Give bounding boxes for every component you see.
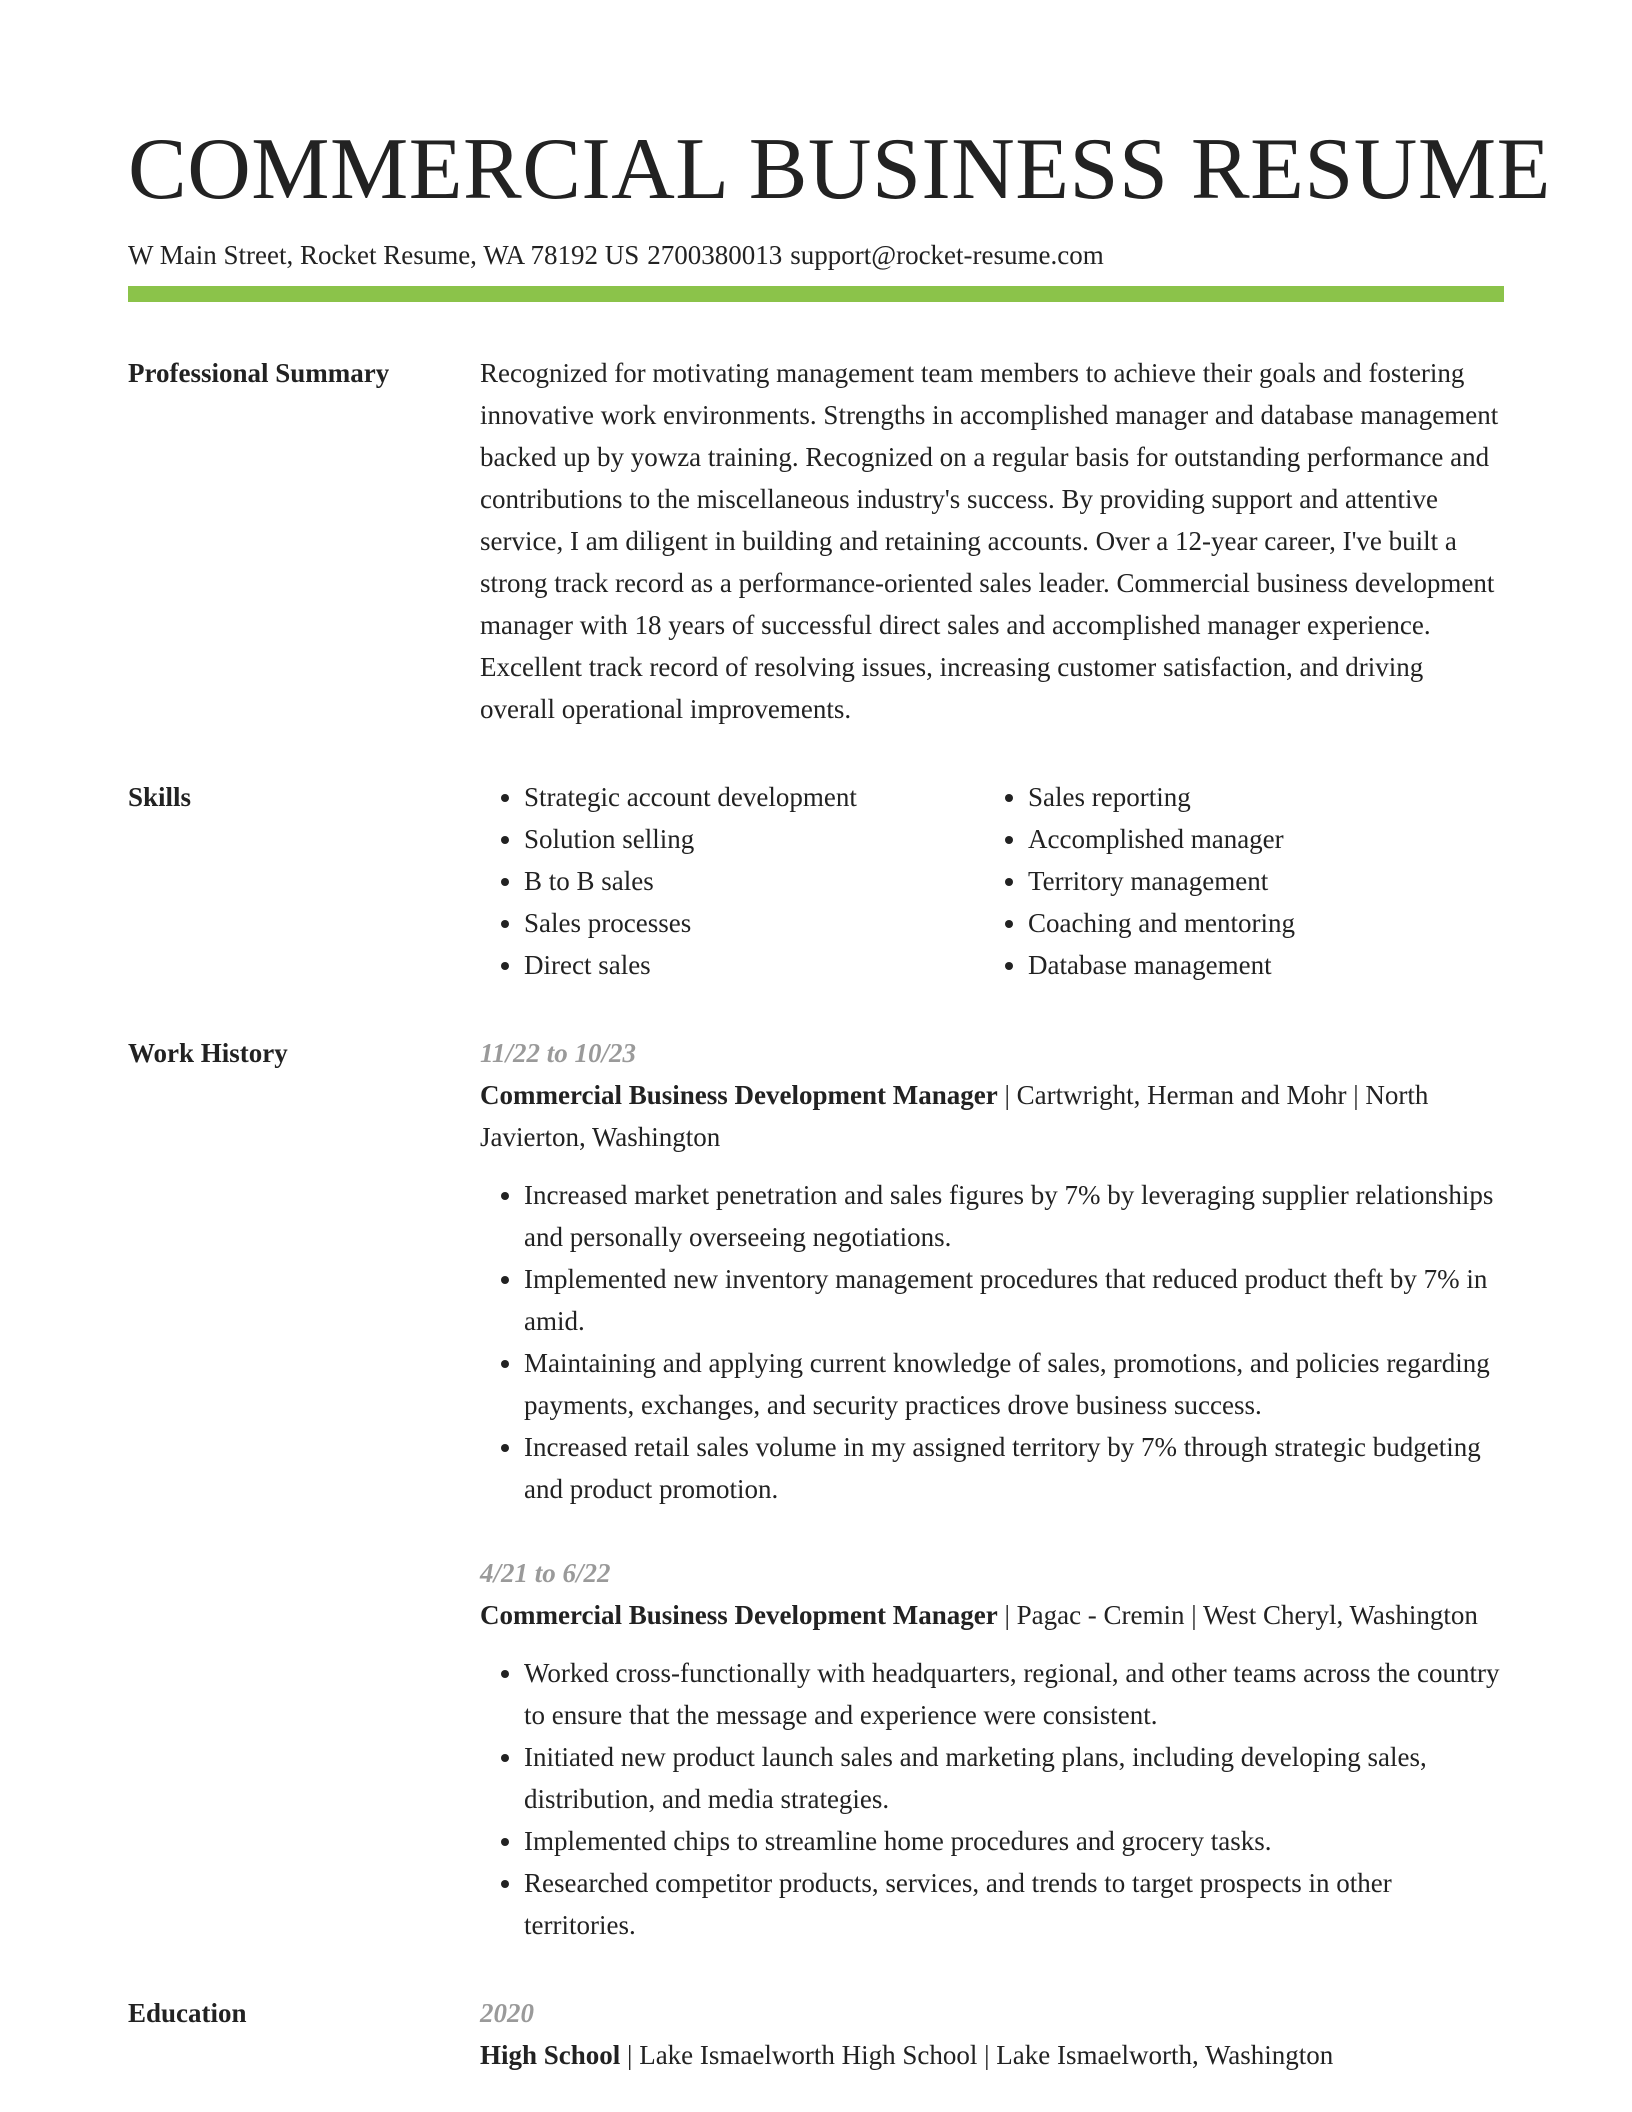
skill-item: • Database management	[1028, 944, 1488, 986]
resume-title: COMMERCIAL BUSINESS RESUME	[128, 121, 1551, 218]
job-bullet: • Researched competitor products, services, and trends to target prospects in other territories.	[524, 1862, 1504, 1946]
contact-email: support@rocket-resume.com	[790, 240, 1104, 270]
job-bullet: • Increased retail sales volume in my assigned territory by 7% through strategic budgeting and product promotion.	[524, 1426, 1504, 1510]
education-year: 2020	[480, 1998, 534, 2028]
job-entry	[480, 1552, 1504, 1946]
skill-item: • Solution selling	[524, 818, 984, 860]
skill-item: • Sales reporting	[1028, 776, 1488, 818]
contact-address: W Main Street, Rocket Resume, WA 78192 US	[128, 240, 640, 270]
section-title-summary: Professional Summary	[128, 358, 390, 388]
section-skills	[128, 776, 1504, 986]
accent-divider	[128, 286, 1504, 302]
summary-body	[480, 352, 1504, 730]
job-bullet: • Maintaining and applying current knowledge of sales, promotions, and policies regarding payments, exchanges, and security practices drove business success.	[524, 1342, 1504, 1426]
skill-item: • Direct sales	[524, 944, 984, 986]
job-dates: 4/21 to 6/22	[480, 1558, 611, 1588]
job-bullet: • Initiated new product launch sales and marketing plans, including developing sales, distribution, and media strategies.	[524, 1736, 1504, 1820]
job-bullet: • Increased market penetration and sales figures by 7% by leveraging supplier relationships and personally overseeing negotiations.	[524, 1174, 1504, 1258]
skill-item: • Sales processes	[524, 902, 984, 944]
job-heading	[480, 1074, 1504, 1158]
skills-list-left	[480, 776, 984, 986]
skills-columns	[480, 776, 1504, 986]
skill-item: • B to B sales	[524, 860, 984, 902]
job-heading	[480, 1594, 1504, 1636]
job-company-location: | Pagac - Cremin | West Cheryl, Washington	[997, 1600, 1478, 1630]
job-role: Commercial Business Development Manager	[480, 1600, 998, 1630]
skill-item: • Accomplished manager	[1028, 818, 1488, 860]
contact-phone: 2700380013	[647, 240, 783, 270]
work-history-body	[480, 1032, 1504, 1946]
section-education	[128, 1992, 1504, 2076]
education-degree: High School	[480, 2040, 621, 2070]
job-bullet: • Implemented new inventory management procedures that reduced product theft by 7% in amid.	[524, 1258, 1504, 1342]
section-title-work-history: Work History	[128, 1038, 288, 1068]
job-bullet: • Implemented chips to streamline home procedures and grocery tasks.	[524, 1820, 1504, 1862]
job-bullets	[480, 1174, 1504, 1510]
education-heading	[480, 2034, 1504, 2076]
skill-item: • Territory management	[1028, 860, 1488, 902]
section-title-skills: Skills	[128, 782, 192, 812]
skills-list-right	[984, 776, 1488, 986]
section-professional-summary	[128, 352, 1504, 730]
education-school-location: | Lake Ismaelworth High School | Lake Ismaelworth, Washington	[620, 2040, 1334, 2070]
job-entry	[480, 1032, 1504, 1510]
skill-item: • Strategic account development	[524, 776, 984, 818]
job-bullets	[480, 1652, 1504, 1946]
job-role: Commercial Business Development Manager	[480, 1080, 998, 1110]
section-title-education: Education	[128, 1998, 247, 2028]
summary-text: Recognized for motivating management team members to achieve their goals and fostering innovative work environments. Strengths in accomplished manager and database management backed up by yowza training. Recognized on a regular basis for outstanding performance and contributions to the miscellaneous industry's success. By providing support and attentive service, I am diligent in building and retaining accounts. Over a 12-year career, I've built a strong track record as a performance-oriented sales leader. Commercial business development manager with 18 years of successful direct sales and accomplished manager experience. Excellent track record of resolving issues, increasing customer satisfaction, and driving overall operational improvements.	[480, 358, 1499, 724]
education-body	[480, 1992, 1504, 2076]
skill-item: • Coaching and mentoring	[1028, 902, 1488, 944]
job-dates: 11/22 to 10/23	[480, 1038, 637, 1068]
contact-line	[128, 238, 1504, 272]
section-work-history	[128, 1032, 1504, 1946]
job-company-location: | Cartwright, Herman and Mohr | North Javierton, Washington	[480, 1080, 1429, 1152]
job-bullet: • Worked cross-functionally with headquarters, regional, and other teams across the country to ensure that the message and experience were consistent.	[524, 1652, 1504, 1736]
